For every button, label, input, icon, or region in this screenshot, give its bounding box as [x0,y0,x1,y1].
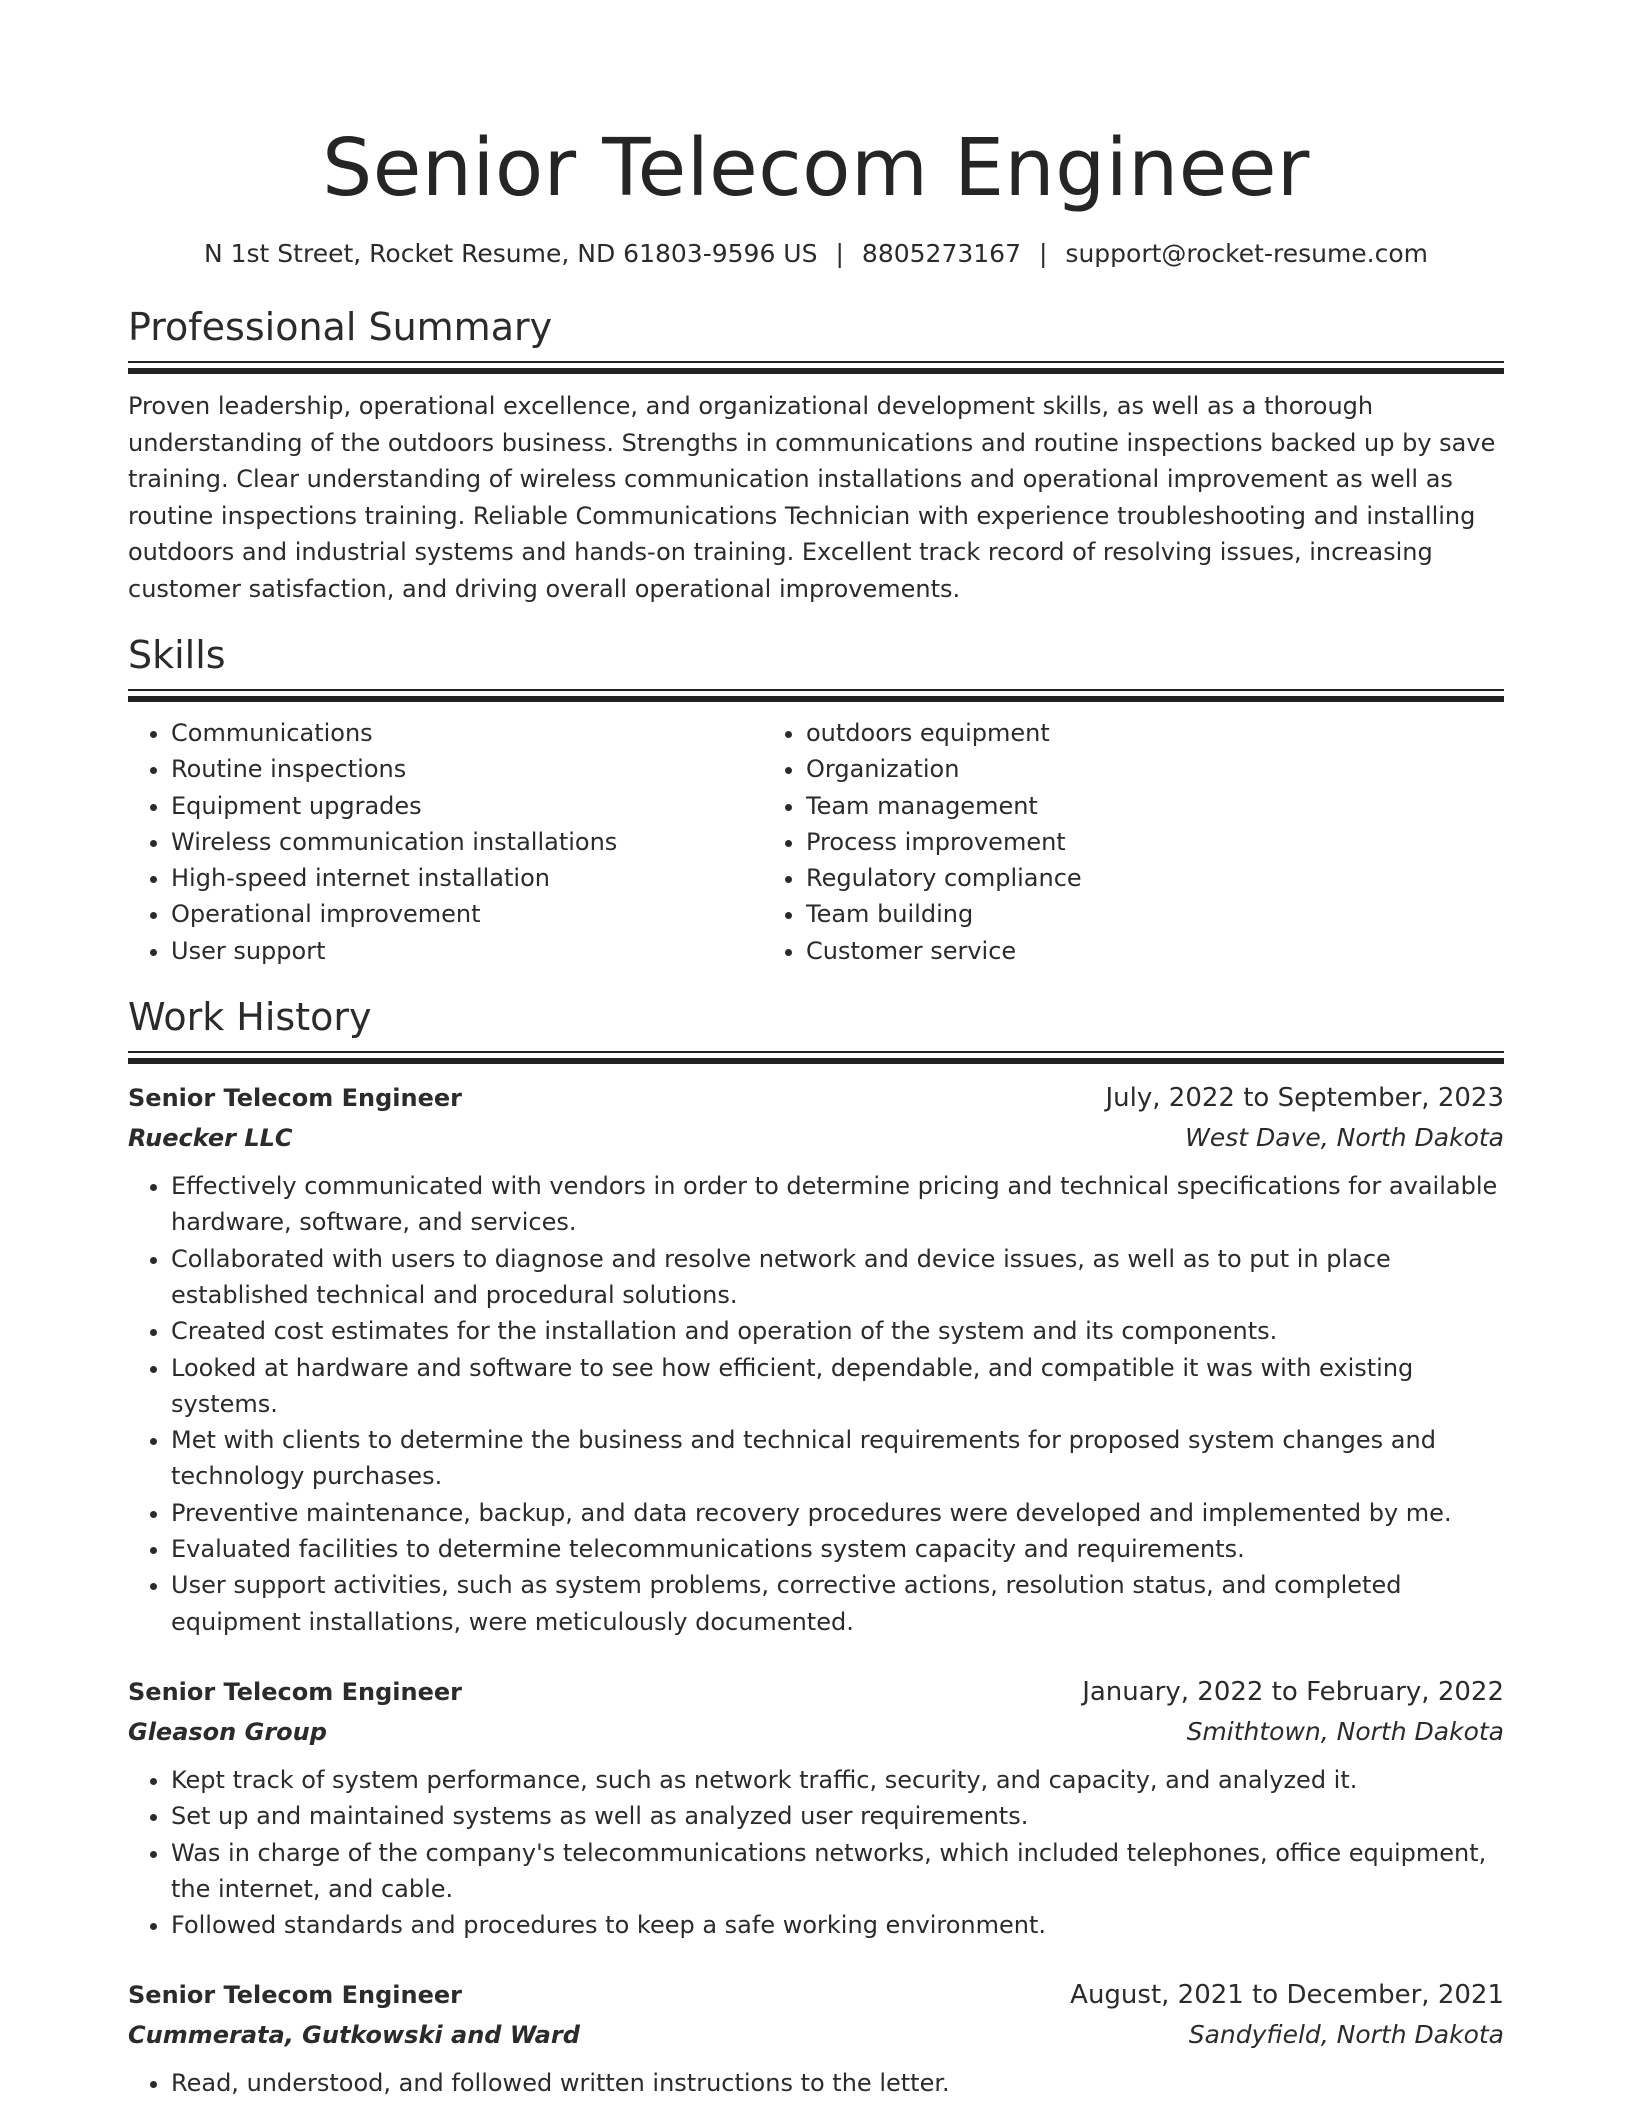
skill-item: • Communications [171,715,763,751]
job-entry [128,1975,1504,2101]
skills-heading: Skills [128,633,226,677]
summary-section [128,303,1504,607]
job-bullet: • Read, understood, and followed written instructions to the letter. [171,2065,1504,2101]
summary-heading: Professional Summary [128,305,553,349]
job-bullet: • Collaborated with users to diagnose and resolve network and device issues, as well as to put in place established technical and procedural solutions. [171,1241,1504,1314]
job-company: Cummerata, Gutkowski and Ward [128,2021,580,2050]
job-bullet: • Looked at hardware and software to see how efficient, dependable, and compatible it was with existing systems. [171,1350,1504,1423]
work-history-section [128,993,1504,2102]
skills-grid [128,715,1504,969]
job-company-row [128,2015,1504,2055]
section-divider [128,1051,1504,1053]
job-company: Gleason Group [128,1717,327,1746]
job-company-row [128,1712,1504,1752]
skills-list-left [128,715,763,969]
job-bullet: • Evaluated facilities to determine telecommunications system capacity and requirements. [171,1531,1504,1567]
skill-item: • High-speed internet installation [171,860,763,896]
job-bullet: • Preventive maintenance, backup, and data recovery procedures were developed and implemented by me. [171,1495,1504,1531]
skill-item: • Operational improvement [171,896,763,932]
job-dates: January, 2022 to February, 2022 [1082,1676,1504,1707]
section-divider [128,368,1504,374]
job-title: Senior Telecom Engineer [128,1981,462,2010]
job-bullet-list [128,1168,1504,1640]
work-history-heading: Work History [128,995,372,1040]
job-bullet: • Met with clients to determine the business and technical requirements for proposed system changes and technology purchases. [171,1422,1504,1495]
job-bullet: • Followed standards and procedures to keep a safe working environment. [171,1907,1504,1943]
job-bullet-list [128,2065,1504,2101]
section-divider [128,1058,1504,1064]
job-title: Senior Telecom Engineer [128,1084,462,1113]
contact-phone: 8805273167 [861,239,1021,268]
job-bullet: • Kept track of system performance, such as network traffic, security, and capacity, and analyzed it. [171,1762,1504,1798]
section-divider [128,689,1504,691]
section-divider [128,696,1504,702]
job-dates: August, 2021 to December, 2021 [1070,1980,1504,2011]
skill-item: • Team management [806,788,1504,824]
summary-text: Proven leadership, operational excellence, and organizational development skills, as well as a thorough understanding of the outdoors business. Strengths in communications and routine inspections backed up by save training. Clear understanding of wireless communication installations and operational improvement as well as routine inspections training. Reliable Communications Technician with experience troubleshooting and installing outdoors and industrial systems and hands-on training. Excellent track record of resolving issues, increasing customer satisfaction, and driving overall operational improvements. [128,392,1496,603]
skill-item: • Team building [806,896,1504,932]
job-header-row [128,1078,1504,1118]
skill-item: • Wireless communication installations [171,824,763,860]
contact-line [128,237,1504,271]
job-bullet: • Was in charge of the company's telecommunications networks, which included telephones, office equipment, the internet, and cable. [171,1835,1504,1908]
job-entry [128,1078,1504,1640]
skill-item: • Customer service [806,933,1504,969]
job-company: Ruecker LLC [128,1124,293,1153]
job-bullet: • User support activities, such as system problems, corrective actions, resolution status, and completed equipment installations, were meticulously documented. [171,1567,1504,1640]
skill-item: • Routine inspections [171,751,763,787]
job-header-row [128,1975,1504,2015]
job-location: West Dave, North Dakota [1185,1123,1504,1153]
skill-item: • Process improvement [806,824,1504,860]
contact-separator: | [1038,239,1048,268]
job-bullet: • Created cost estimates for the installation and operation of the system and its components. [171,1313,1504,1349]
contact-separator: | [835,239,844,268]
contact-email: support@rocket-resume.com [1065,239,1429,268]
job-title: Senior Telecom Engineer [128,1677,462,1706]
section-divider [128,361,1504,363]
contact-address: N 1st Street, Rocket Resume, ND 61803-9596 US [203,239,818,268]
job-bullet: • Set up and maintained systems as well as analyzed user requirements. [171,1798,1504,1834]
resume-name: Senior Telecom Engineer [322,122,1310,214]
skill-item: • User support [171,933,763,969]
job-bullet-list [128,1762,1504,1943]
job-header-row [128,1672,1504,1712]
skill-item: • Regulatory compliance [806,860,1504,896]
skill-item: • Equipment upgrades [171,788,763,824]
skills-list-right [763,715,1504,969]
job-company-row [128,1118,1504,1158]
job-location: Sandyfield, North Dakota [1188,2020,1504,2050]
job-dates: July, 2022 to September, 2023 [1105,1083,1504,1114]
job-bullet: • Effectively communicated with vendors in order to determine pricing and technical specifications for available hardware, software, and services. [171,1168,1504,1241]
job-location: Smithtown, North Dakota [1186,1716,1504,1746]
skill-item: • Organization [806,751,1504,787]
job-entry [128,1672,1504,1943]
skills-section [128,631,1504,969]
skill-item: • outdoors equipment [806,715,1504,751]
